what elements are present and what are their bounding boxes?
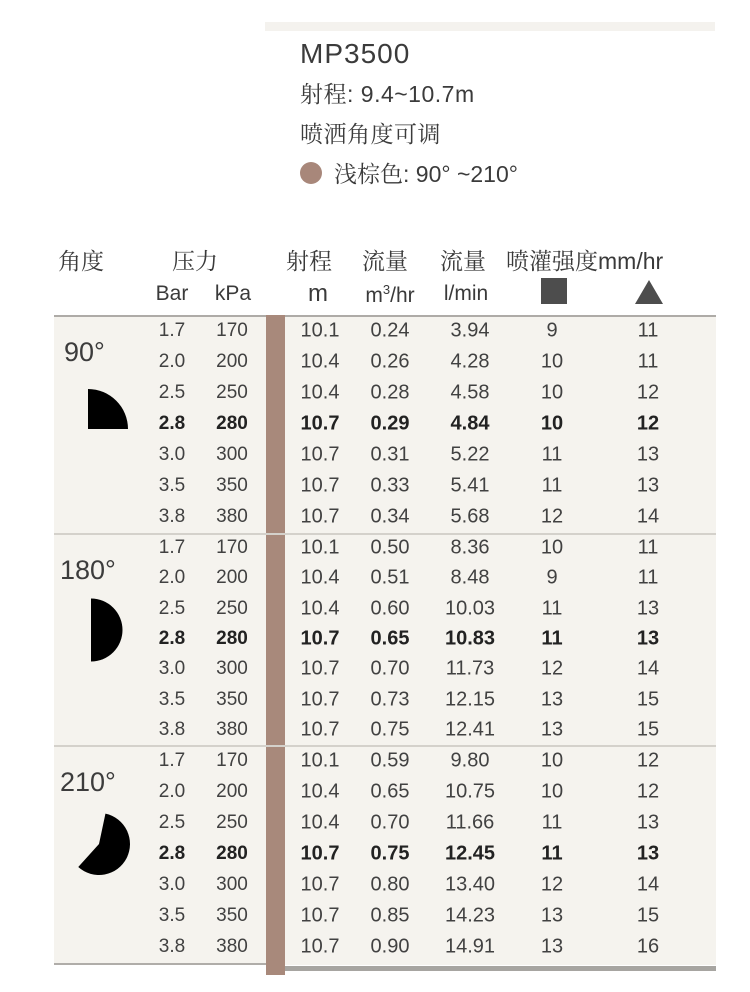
table-cell: 10.4 [300,381,340,404]
table-cell: 11 [637,536,659,559]
table-cell: 1.7 [158,749,186,771]
table-cell: 10.1 [300,749,340,772]
table-cell: 12 [540,873,564,896]
table-row [54,594,716,624]
table-row [54,377,716,408]
table-cell: 10.1 [300,319,340,342]
table-cell: 170 [216,749,248,771]
table-cell: 10 [540,350,564,373]
table-row [54,408,716,439]
table-cell: 3.8 [158,506,186,528]
table-cell: 14 [636,873,660,896]
table-cell: 3.5 [158,905,186,927]
table-cell: 300 [216,658,248,680]
table-cell: 11 [637,566,659,589]
table-cell: 0.85 [370,904,410,927]
range-spec: 射程: 9.4~10.7m [300,81,475,107]
table-cell: 2.0 [158,350,186,372]
table-cell: 4.84 [450,412,490,435]
angle-spec: 喷洒角度可调 [300,121,441,147]
table-cell: 1.7 [158,537,186,559]
table-cell: 9 [546,319,558,342]
table-cell: 170 [216,319,248,341]
table-cell: 0.31 [370,443,410,466]
table-cell: 9.80 [450,749,490,772]
section-rows [54,745,716,963]
table-cell: 10.75 [444,780,496,803]
table-cell: 0.65 [370,627,410,650]
table-row [54,684,716,714]
table-cell: 10 [540,536,564,559]
table-row [54,745,716,776]
triangle-icon [635,280,663,304]
table-cell: 0.80 [370,873,410,896]
table-cell: 0.73 [370,688,410,711]
table-cell: 13 [636,443,660,466]
table-cell: 280 [216,412,248,434]
section-rows [54,315,716,533]
table-cell: 14.23 [444,904,496,927]
table-cell: 12.15 [444,688,496,711]
table-row [54,838,716,869]
table-cell: 3.0 [158,658,186,680]
table-cell: 11.66 [445,811,495,834]
table-cell: 3.5 [158,688,186,710]
table-cell: 0.50 [370,536,410,559]
col-header-intensity: 喷灌强度mm/hr [506,248,664,274]
table-cell: 13 [540,935,564,958]
table-row [54,715,716,745]
table-cell: 4.58 [450,381,490,404]
table-row [54,563,716,593]
table-cell: 2.5 [158,597,186,619]
table-cell: 10.1 [300,536,340,559]
table-cell: 200 [216,350,248,372]
table-cell: 12.41 [444,718,496,741]
unit-lmin: l/min [443,282,489,305]
table-cell: 11 [637,350,659,373]
table-cell: 2.8 [158,412,186,434]
table-cell: 11.73 [445,657,495,680]
table-cell: 13 [636,627,660,650]
table-cell: 250 [216,811,248,833]
table-cell: 0.75 [370,718,410,741]
unit-m3hr-rest: /hr [390,284,415,307]
table-cell: 0.51 [370,566,410,589]
table-cell: 5.22 [450,443,490,466]
table-cell: 11 [541,597,563,620]
table-cell: 10.7 [300,474,340,497]
table-cell: 2.5 [158,381,186,403]
table-cell: 13 [636,811,660,834]
table-cell: 13 [540,904,564,927]
table-cell: 300 [216,873,248,895]
table-row [54,776,716,807]
table-cell: 10.4 [300,780,340,803]
table-cell: 2.0 [158,780,186,802]
table-row [54,807,716,838]
table-cell: 3.5 [158,475,186,497]
table-cell: 250 [216,381,248,403]
table-cell: 12.45 [444,842,496,865]
table-cell: 2.8 [158,842,186,864]
table-bottom-border-left [54,963,266,965]
circle-icon [300,162,322,184]
col-header-pressure: 压力 [172,248,218,274]
table-cell: 15 [636,904,660,927]
table-cell: 0.29 [370,412,410,435]
table-cell: 9 [546,566,558,589]
unit-m: m [308,280,328,307]
table-cell: 15 [636,718,660,741]
table-cell: 10.7 [300,657,340,680]
table-cell: 10.4 [300,350,340,373]
table-row [54,439,716,470]
product-header [300,38,518,189]
table-cell: 380 [216,936,248,958]
table-cell: 13 [636,597,660,620]
color-legend-label: 浅棕色: 90° ~210° [334,161,518,187]
unit-m3hr-sup: 3 [382,282,391,297]
table-cell: 10.7 [300,935,340,958]
table-cell: 3.94 [450,319,490,342]
table-cell: 10.7 [300,627,340,650]
table-cell: 0.34 [370,505,410,528]
table-cell: 2.5 [158,811,186,833]
table-cell: 10 [540,381,564,404]
angle-label: 90° [64,337,105,367]
table-cell: 280 [216,842,248,864]
col-header-flow1: 流量 [362,248,408,274]
angle-label: 180° [60,555,116,585]
table-cell: 350 [216,688,248,710]
table-cell: 2.8 [158,628,186,650]
table-cell: 12 [636,381,660,404]
table-cell: 0.75 [370,842,410,865]
table-cell: 3.0 [158,873,186,895]
table-cell: 10.7 [300,412,340,435]
table-cell: 12 [636,412,660,435]
top-strip-divider [265,22,715,31]
table-cell: 12 [540,657,564,680]
table-cell: 8.36 [450,536,490,559]
table-cell: 170 [216,537,248,559]
table-cell: 15 [636,688,660,711]
table-cell: 350 [216,475,248,497]
table-cell: 13 [540,718,564,741]
table-cell: 10.7 [300,718,340,741]
table-cell: 11 [541,842,563,865]
table-cell: 0.59 [370,749,410,772]
table-cell: 380 [216,506,248,528]
table-cell: 14.91 [444,935,496,958]
table-cell: 5.68 [450,505,490,528]
unit-kpa: kPa [214,282,252,305]
table-cell: 300 [216,443,248,465]
unit-bar: Bar [155,282,189,305]
table-cell: 2.0 [158,567,186,589]
table-cell: 12 [636,780,660,803]
table-cell: 10.83 [444,627,496,650]
table-cell: 0.28 [370,381,410,404]
table-cell: 10.4 [300,597,340,620]
table-cell: 0.65 [370,780,410,803]
table-row [54,533,716,563]
table-cell: 0.90 [370,935,410,958]
table-cell: 3.8 [158,718,186,740]
table-cell: 280 [216,628,248,650]
table-cell: 10.4 [300,566,340,589]
angle-label: 210° [60,767,116,797]
section-rows [54,533,716,745]
table-cell: 0.24 [370,319,410,342]
table-cell: 11 [541,811,563,834]
table-cell: 0.70 [370,811,410,834]
table-cell: 14 [636,657,660,680]
table-cell: 8.48 [450,566,490,589]
table-cell: 16 [636,935,660,958]
table-cell: 13 [540,688,564,711]
section-180 [54,533,716,745]
product-model: MP3500 [300,38,411,69]
table-cell: 10.7 [300,443,340,466]
table-cell: 11 [541,443,563,466]
table-cell: 11 [637,319,659,342]
table-cell: 10.7 [300,904,340,927]
section-90 [54,315,716,533]
table-row [54,470,716,501]
table-cell: 10.7 [300,842,340,865]
table-cell: 12 [636,749,660,772]
unit-m3hr-base: m [365,284,383,307]
table-cell: 5.41 [450,474,490,497]
table-cell: 10 [540,412,564,435]
table-cell: 250 [216,597,248,619]
table-cell: 12 [540,505,564,528]
table-cell: 350 [216,905,248,927]
section-210 [54,745,716,963]
table-cell: 13 [636,842,660,865]
table-cell: 0.26 [370,350,410,373]
col-header-flow2: 流量 [440,248,486,274]
table-cell: 10 [540,780,564,803]
color-legend [300,156,518,189]
table-cell: 10.4 [300,811,340,834]
table-row [54,624,716,654]
table-row [54,315,716,346]
table-cell: 0.60 [370,597,410,620]
table-cell: 380 [216,718,248,740]
table-cell: 10 [540,749,564,772]
table-row [54,346,716,377]
table-cell: 10.7 [300,688,340,711]
table-cell: 1.7 [158,319,186,341]
table-cell: 13.40 [444,873,496,896]
table-cell: 11 [541,627,563,650]
table-row [54,502,716,533]
col-header-range: 射程 [286,248,332,274]
table-cell: 4.28 [450,350,490,373]
table-cell: 11 [541,474,563,497]
col-header-angle: 角度 [58,248,104,274]
table-cell: 14 [636,505,660,528]
table-cell: 10.7 [300,505,340,528]
table-cell: 200 [216,780,248,802]
table-bottom-border-right [285,966,716,971]
table-row [54,869,716,900]
table-cell: 3.0 [158,443,186,465]
table-row [54,932,716,963]
table-cell: 0.33 [370,474,410,497]
table-row [54,900,716,931]
square-icon [541,278,567,304]
table-row [54,654,716,684]
table-cell: 200 [216,567,248,589]
table-cell: 10.7 [300,873,340,896]
table-cell: 13 [636,474,660,497]
table-cell: 3.8 [158,936,186,958]
table-cell: 0.70 [370,657,410,680]
table-cell: 10.03 [444,597,496,620]
unit-m3hr [350,282,430,308]
